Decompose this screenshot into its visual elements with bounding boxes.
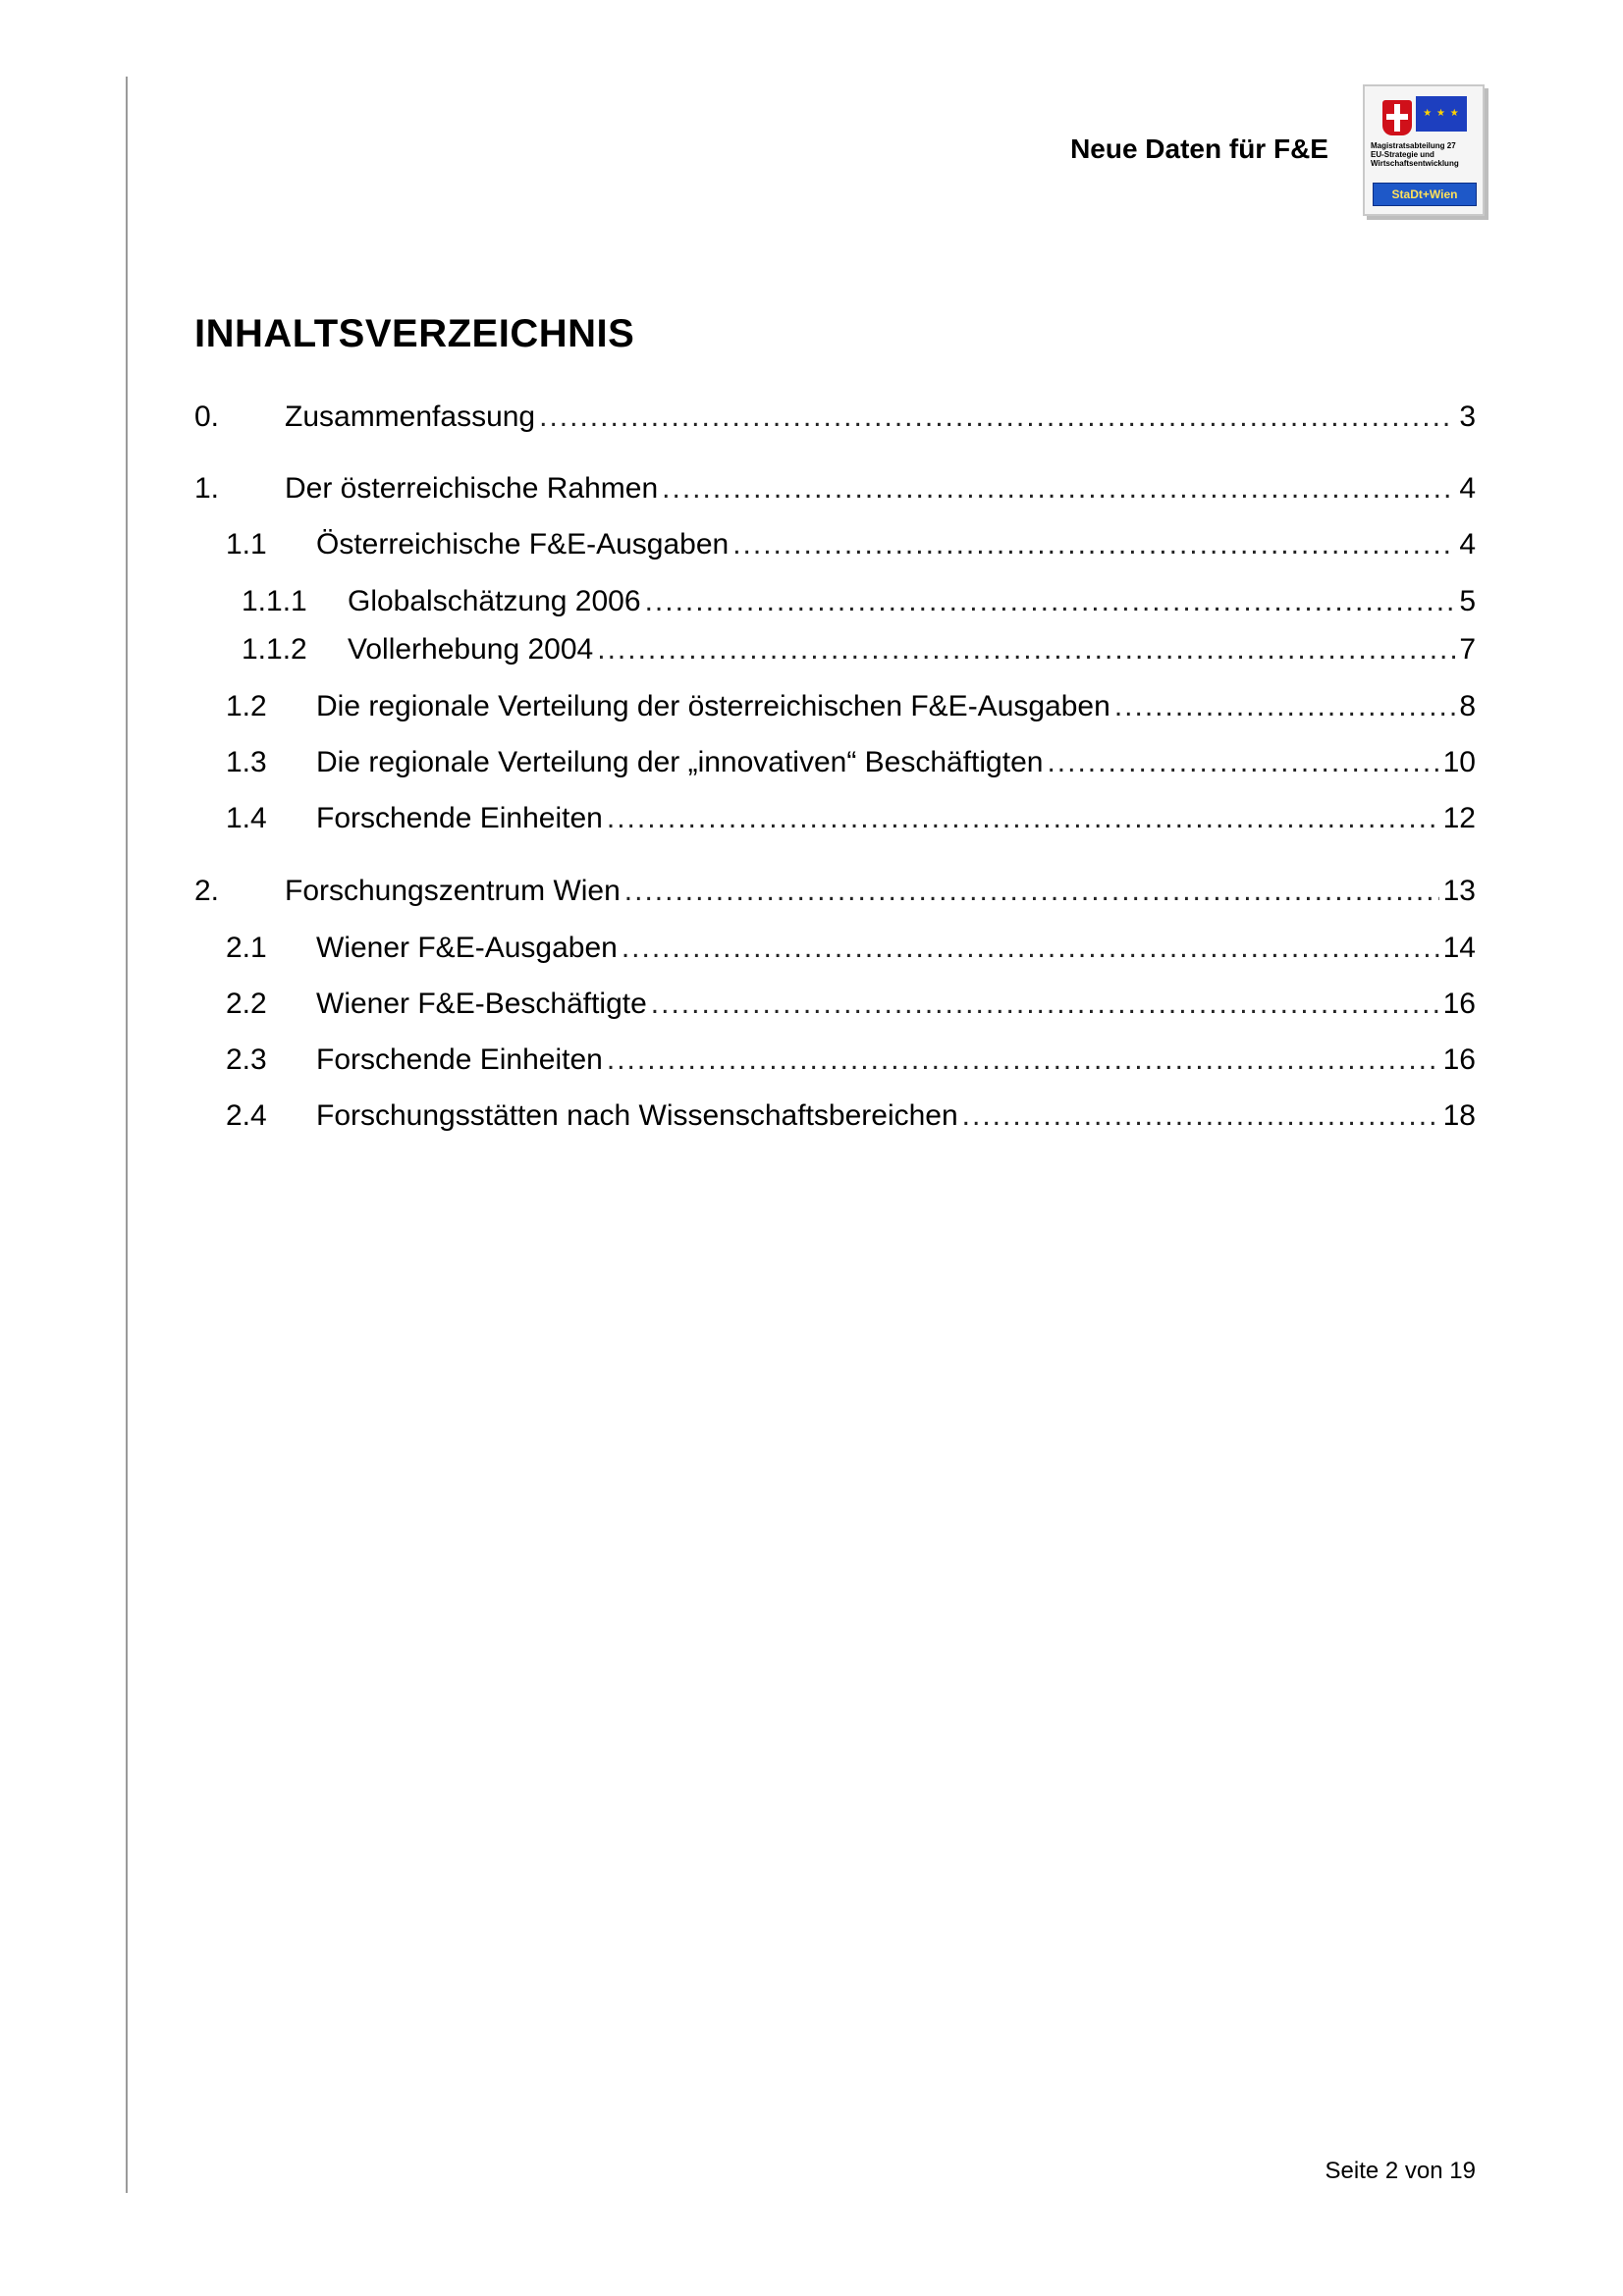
city-logo xyxy=(1363,84,1485,216)
toc-entry-number: 0. xyxy=(194,400,220,433)
toc-entry-page: 4 xyxy=(1459,528,1476,561)
toc-leader-dots xyxy=(539,398,1455,437)
vienna-crest-icon xyxy=(1382,100,1412,135)
toc-leader-dots xyxy=(622,929,1439,968)
toc-entry[interactable] xyxy=(226,687,1476,726)
toc-entry-page: 8 xyxy=(1459,690,1476,722)
toc-entry[interactable] xyxy=(194,872,1476,911)
toc-entry-number: 1.1.1 xyxy=(242,585,307,617)
toc-entry[interactable] xyxy=(226,985,1476,1024)
toc-entry-page: 14 xyxy=(1442,932,1476,964)
toc-leader-dots xyxy=(607,799,1439,838)
toc-entry-title: Forschungszentrum Wien xyxy=(285,875,621,907)
logo-badge: StaDt+Wien xyxy=(1373,183,1477,206)
toc-leader-dots xyxy=(732,525,1455,564)
toc-entry-number: 1.4 xyxy=(226,802,267,834)
toc-entry-title: Die regionale Verteilung der österreichischen F&E-Ausgaben xyxy=(316,690,1110,722)
toc-heading: INHALTSVERZEICHNIS xyxy=(194,312,635,355)
logo-org-line: EU-Strategie und xyxy=(1371,150,1434,159)
toc-entry-page: 7 xyxy=(1459,633,1476,666)
toc-entry-title: Wiener F&E-Ausgaben xyxy=(316,932,618,964)
toc-entry-title: Wiener F&E-Beschäftigte xyxy=(316,988,647,1020)
toc-entry-number: 2.1 xyxy=(226,932,267,964)
toc-leader-dots xyxy=(597,630,1455,669)
toc-leader-dots xyxy=(1047,743,1438,782)
toc-entry-page: 5 xyxy=(1459,585,1476,617)
toc-entry[interactable] xyxy=(226,799,1476,838)
toc-entry-number: 1. xyxy=(194,472,220,505)
toc-entry[interactable] xyxy=(242,630,1476,669)
toc-entry-page: 10 xyxy=(1442,746,1476,778)
toc-entry-page: 18 xyxy=(1442,1099,1476,1132)
logo-org-line: Wirtschaftsentwicklung xyxy=(1371,159,1459,168)
toc-entry-title: Österreichische F&E-Ausgaben xyxy=(316,528,730,561)
toc-entry-number: 1.1.2 xyxy=(242,633,307,666)
toc-entry-number: 2.2 xyxy=(226,988,267,1020)
toc-entry-number: 1.2 xyxy=(226,690,267,722)
logo-org-line: Magistratsabteilung 27 xyxy=(1371,141,1456,150)
toc-entry-page: 4 xyxy=(1459,472,1476,505)
toc-entry-title: Forschende Einheiten xyxy=(316,802,603,834)
toc-entry-page: 12 xyxy=(1442,802,1476,834)
toc-leader-dots xyxy=(607,1041,1439,1080)
logo-org-text xyxy=(1371,141,1481,168)
toc-entry[interactable] xyxy=(194,469,1476,508)
toc-entry[interactable] xyxy=(226,1096,1476,1136)
eu-flag-icon: ★ ★ ★ xyxy=(1416,96,1467,132)
toc-entry[interactable] xyxy=(226,1041,1476,1080)
toc-entry-title: Der österreichische Rahmen xyxy=(285,472,659,505)
toc-entry-number: 2.3 xyxy=(226,1043,267,1076)
toc-leader-dots xyxy=(962,1096,1439,1136)
toc-entry[interactable] xyxy=(242,582,1476,621)
toc-entry-title: Zusammenfassung xyxy=(285,400,536,433)
page-number-footer: Seite 2 von 19 xyxy=(1325,2158,1476,2184)
toc-entry-number: 1.3 xyxy=(226,746,267,778)
toc-entry-title: Die regionale Verteilung der „innovativen“ Beschäftigten xyxy=(316,746,1044,778)
toc-entry-page: 13 xyxy=(1442,875,1476,907)
toc-leader-dots xyxy=(1114,687,1456,726)
toc-entry-title: Vollerhebung 2004 xyxy=(348,633,594,666)
toc-entry-title: Forschungsstätten nach Wissenschaftsbereichen xyxy=(316,1099,958,1132)
header-title: Neue Daten für F&E xyxy=(1070,133,1328,164)
toc-leader-dots xyxy=(651,985,1439,1024)
toc-entry-page: 16 xyxy=(1442,988,1476,1020)
toc-entry-number: 2. xyxy=(194,875,220,907)
toc-leader-dots xyxy=(645,582,1456,621)
toc-leader-dots xyxy=(624,872,1439,911)
toc-entry-page: 3 xyxy=(1459,400,1476,433)
page-margin-rule xyxy=(126,77,128,2193)
toc-entry-number: 1.1 xyxy=(226,528,267,561)
toc-entry-page: 16 xyxy=(1442,1043,1476,1076)
toc-leader-dots xyxy=(662,469,1455,508)
toc-entry[interactable] xyxy=(226,525,1476,564)
toc-entry-number: 2.4 xyxy=(226,1099,267,1132)
toc-entry-title: Forschende Einheiten xyxy=(316,1043,603,1076)
toc-entry[interactable] xyxy=(194,398,1476,437)
toc-entry-title: Globalschätzung 2006 xyxy=(348,585,641,617)
toc-entry[interactable] xyxy=(226,929,1476,968)
toc-entry[interactable] xyxy=(226,743,1476,782)
